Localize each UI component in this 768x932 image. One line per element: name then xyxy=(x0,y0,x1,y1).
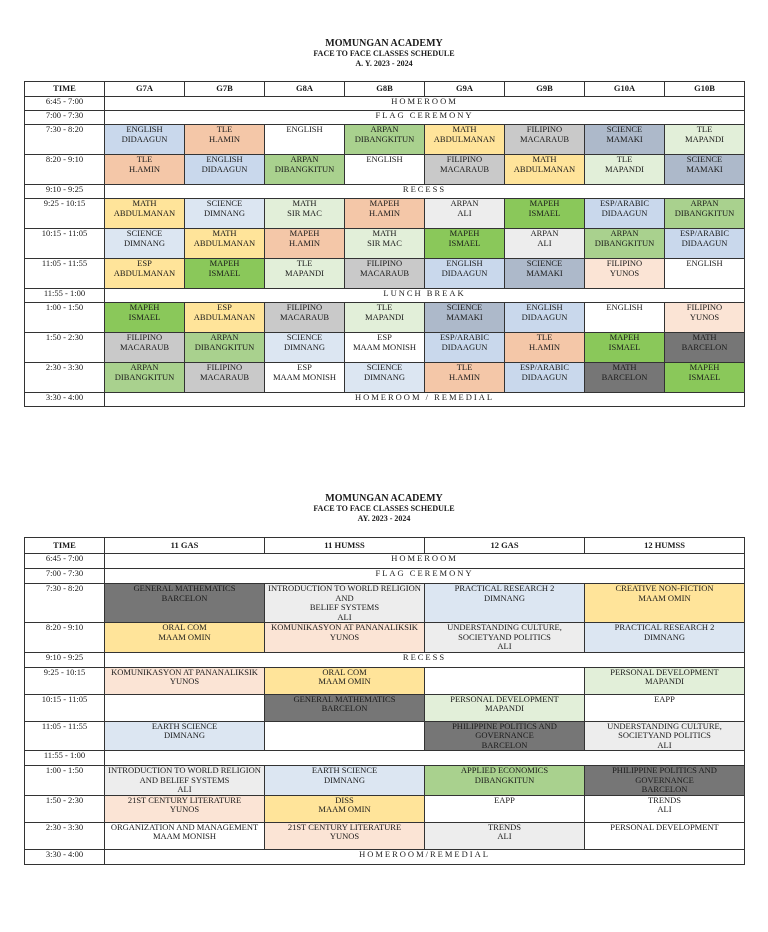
time-slot: 2:30 - 3:30 xyxy=(25,822,105,849)
class-cell: MATH BARCELON xyxy=(665,333,745,363)
class-cell: PERSONAL DEVELOPMENT xyxy=(585,822,745,849)
time-slot: 6:45 - 7:00 xyxy=(25,554,105,569)
class-cell: FILIPINO MACARAUB xyxy=(265,303,345,333)
schedule-row xyxy=(25,97,745,111)
class-cell: 21ST CENTURY LITERATURE YUNOS xyxy=(105,795,265,822)
class-cell: PHILIPPINE POLITICS AND GOVERNANCE BARCELON xyxy=(585,766,745,796)
class-cell: ORGANIZATION AND MANAGEMENT MAAM MONISH xyxy=(105,822,265,849)
class-cell xyxy=(105,694,265,721)
time-slot: 1:00 - 1:50 xyxy=(25,303,105,333)
schedule-row xyxy=(25,289,745,303)
class-cell: ARPAN DIBANGKITUN xyxy=(345,125,425,155)
time-slot: 8:20 - 9:10 xyxy=(25,155,105,185)
class-cell: MAPEH ISMAEL xyxy=(185,259,265,289)
schedule-row xyxy=(25,652,745,667)
class-cell: TLE H.AMIN xyxy=(185,125,265,155)
period-banner: HOMEROOM xyxy=(105,97,745,111)
schedule-row xyxy=(25,259,745,289)
class-cell xyxy=(425,667,585,694)
school-title: MOMUNGAN ACADEMY xyxy=(325,493,443,504)
schedule-row xyxy=(25,363,745,393)
class-cell: UNDERSTANDING CULTURE, SOCIETYAND POLITICS ALI xyxy=(585,721,745,751)
class-cell: KOMUNIKASYON AT PANANALIKSIK YUNOS xyxy=(265,623,425,653)
schedule-row xyxy=(25,849,745,864)
class-cell: ESP/ARABIC DIDAAGUN xyxy=(585,199,665,229)
class-cell: TLE MAPANDI xyxy=(665,125,745,155)
time-slot: 11:55 - 1:00 xyxy=(25,751,105,766)
time-slot: 9:10 - 9:25 xyxy=(25,652,105,667)
schedule-row xyxy=(25,721,745,751)
class-column-header: G8B xyxy=(345,82,425,97)
academic-year: A. Y. 2023 - 2024 xyxy=(355,59,413,68)
class-cell: GENERAL MATHEMATICS BARCELON xyxy=(105,584,265,623)
class-cell: ENGLISH DIDAAGUN xyxy=(105,125,185,155)
class-column-header: G8A xyxy=(265,82,345,97)
period-banner: HOMEROOM / REMEDIAL xyxy=(105,393,745,407)
class-cell: FILIPINO MACARAUB xyxy=(185,363,265,393)
schedule-row xyxy=(25,125,745,155)
schedule-row xyxy=(25,333,745,363)
class-cell: SCIENCE DIMNANG xyxy=(185,199,265,229)
class-cell: ARPAN DIBANGKITUN xyxy=(185,333,265,363)
time-slot: 7:30 - 8:20 xyxy=(25,125,105,155)
class-cell: MAPEH H.AMIN xyxy=(265,229,345,259)
class-cell: FILIPINO MACARAUB xyxy=(345,259,425,289)
class-cell: TLE MAPANDI xyxy=(585,155,665,185)
schedule-row xyxy=(25,199,745,229)
class-column-header: G10B xyxy=(665,82,745,97)
school-title: MOMUNGAN ACADEMY xyxy=(325,38,443,49)
class-column-header: 11 GAS xyxy=(105,538,265,554)
period-banner: FLAG CEREMONY xyxy=(105,569,745,584)
class-cell: ESP MAAM MONISH xyxy=(345,333,425,363)
class-cell: MATH ABDULMANAN xyxy=(505,155,585,185)
period-banner: RECESS xyxy=(105,185,745,199)
period-banner: FLAG CEREMONY xyxy=(105,111,745,125)
class-cell: TLE H.AMIN xyxy=(425,363,505,393)
class-cell: ARPAN ALI xyxy=(505,229,585,259)
schedule-row xyxy=(25,751,745,766)
time-slot: 7:00 - 7:30 xyxy=(25,111,105,125)
class-cell: ESP ABDULMANAN xyxy=(105,259,185,289)
schedule-subtitle: FACE TO FACE CLASSES SCHEDULE xyxy=(313,49,455,58)
class-column-header: G9B xyxy=(505,82,585,97)
class-cell: TLE H.AMIN xyxy=(105,155,185,185)
time-slot: 8:20 - 9:10 xyxy=(25,623,105,653)
time-slot: 3:30 - 4:00 xyxy=(25,849,105,864)
time-slot: 3:30 - 4:00 xyxy=(25,393,105,407)
class-cell: INTRODUCTION TO WORLD RELIGION AND BELIEF SYSTEMS ALI xyxy=(265,584,425,623)
class-cell: TLE MAPANDI xyxy=(345,303,425,333)
class-cell: UNDERSTANDING CULTURE, SOCIETYAND POLITICS ALI xyxy=(425,623,585,653)
class-cell: ENGLISH xyxy=(585,303,665,333)
period-banner: HOMEROOM xyxy=(105,554,745,569)
schedule1-table xyxy=(24,81,745,407)
time-slot: 2:30 - 3:30 xyxy=(25,363,105,393)
class-column-header: G10A xyxy=(585,82,665,97)
time-slot: 6:45 - 7:00 xyxy=(25,97,105,111)
header-row xyxy=(25,538,745,554)
time-slot: 1:50 - 2:30 xyxy=(25,333,105,363)
class-cell: ENGLISH DIDAAGUN xyxy=(185,155,265,185)
class-column-header: G9A xyxy=(425,82,505,97)
schedule-row xyxy=(25,667,745,694)
class-column-header: 11 HUMSS xyxy=(265,538,425,554)
class-cell: 21ST CENTURY LITERATURE YUNOS xyxy=(265,822,425,849)
period-banner: HOMEROOM/REMEDIAL xyxy=(105,849,745,864)
schedule2-table xyxy=(24,537,745,865)
schedule-row xyxy=(25,623,745,653)
schedule2-header xyxy=(0,494,768,524)
class-cell: FILIPINO YUNOS xyxy=(665,303,745,333)
class-cell xyxy=(265,721,425,751)
class-cell: MATH SIR MAC xyxy=(345,229,425,259)
class-cell: ENGLISH DIDAAGUN xyxy=(425,259,505,289)
schedule-row xyxy=(25,393,745,407)
class-cell: ARPAN DIBANGKITUN xyxy=(265,155,345,185)
class-cell: ENGLISH xyxy=(265,125,345,155)
class-cell: ENGLISH xyxy=(345,155,425,185)
class-column-header: G7B xyxy=(185,82,265,97)
schedule-row xyxy=(25,694,745,721)
class-cell: ORAL COM MAAM OMIN xyxy=(105,623,265,653)
class-cell: MATH SIR MAC xyxy=(265,199,345,229)
class-cell: ARPAN ALI xyxy=(425,199,505,229)
class-cell: SCIENCE DIMNANG xyxy=(345,363,425,393)
period-banner: LUNCH BREAK xyxy=(105,289,745,303)
class-cell: PRACTICAL RESEARCH 2 DIMNANG xyxy=(585,623,745,653)
class-cell: MATH ABDULMANAN xyxy=(105,199,185,229)
class-cell: GENERAL MATHEMATICS BARCELON xyxy=(265,694,425,721)
class-cell: MAPEH ISMAEL xyxy=(665,363,745,393)
time-slot: 1:00 - 1:50 xyxy=(25,766,105,796)
schedule-row xyxy=(25,185,745,199)
academic-year: AY. 2023 - 2024 xyxy=(357,514,411,523)
time-slot: 9:25 - 10:15 xyxy=(25,199,105,229)
time-slot: 11:55 - 1:00 xyxy=(25,289,105,303)
class-cell: ARPAN DIBANGKITUN xyxy=(665,199,745,229)
class-cell: FILIPINO YUNOS xyxy=(585,259,665,289)
class-cell: TRENDS ALI xyxy=(585,795,745,822)
time-slot: 10:15 - 11:05 xyxy=(25,229,105,259)
time-slot: 7:00 - 7:30 xyxy=(25,569,105,584)
time-slot: 1:50 - 2:30 xyxy=(25,795,105,822)
class-cell: TLE MAPANDI xyxy=(265,259,345,289)
class-cell: PHILIPPINE POLITICS AND GOVERNANCE BARCELON xyxy=(425,721,585,751)
class-cell: APPLIED ECONOMICS DIBANGKITUN xyxy=(425,766,585,796)
class-cell: ENGLISH DIDAAGUN xyxy=(505,303,585,333)
class-cell: PERSONAL DEVELOPMENT MAPANDI xyxy=(425,694,585,721)
class-cell: ESP/ARABIC DIDAAGUN xyxy=(425,333,505,363)
class-cell: DISS MAAM OMIN xyxy=(265,795,425,822)
time-column-header: TIME xyxy=(25,538,105,554)
class-cell: EARTH SCIENCE DIMNANG xyxy=(105,721,265,751)
class-cell: KOMUNIKASYON AT PANANALIKSIK YUNOS xyxy=(105,667,265,694)
schedule-row xyxy=(25,569,745,584)
class-cell: ARPAN DIBANGKITUN xyxy=(585,229,665,259)
class-cell: SCIENCE DIMNANG xyxy=(265,333,345,363)
class-cell: ESP MAAM MONISH xyxy=(265,363,345,393)
class-cell: MAPEH H.AMIN xyxy=(345,199,425,229)
schedule-row xyxy=(25,554,745,569)
schedule-row xyxy=(25,795,745,822)
time-slot: 11:05 - 11:55 xyxy=(25,721,105,751)
class-cell: EARTH SCIENCE DIMNANG xyxy=(265,766,425,796)
class-cell: MATH ABDULMANAN xyxy=(185,229,265,259)
class-cell: TLE H.AMIN xyxy=(505,333,585,363)
class-cell: FILIPINO MACARAUB xyxy=(425,155,505,185)
class-cell: SCIENCE MAMAKI xyxy=(505,259,585,289)
class-cell: ESP ABDULMANAN xyxy=(185,303,265,333)
schedule-row xyxy=(25,229,745,259)
schedule-row xyxy=(25,822,745,849)
class-cell: MATH BARCELON xyxy=(585,363,665,393)
schedule-row xyxy=(25,584,745,623)
period-banner: RECESS xyxy=(105,652,745,667)
class-column-header: G7A xyxy=(105,82,185,97)
class-cell: INTRODUCTION TO WORLD RELIGION AND BELIEF SYSTEMS ALI xyxy=(105,766,265,796)
class-cell: ESP/ARABIC DIDAAGUN xyxy=(505,363,585,393)
class-cell: PERSONAL DEVELOPMENT MAPANDI xyxy=(585,667,745,694)
class-cell: MAPEH ISMAEL xyxy=(585,333,665,363)
class-cell: SCIENCE DIMNANG xyxy=(105,229,185,259)
class-cell: ORAL COM MAAM OMIN xyxy=(265,667,425,694)
class-cell: TRENDS ALI xyxy=(425,822,585,849)
class-cell: MAPEH ISMAEL xyxy=(105,303,185,333)
schedule-row xyxy=(25,766,745,796)
time-slot: 11:05 - 11:55 xyxy=(25,259,105,289)
schedule-subtitle: FACE TO FACE CLASSES SCHEDULE xyxy=(313,504,455,513)
class-column-header: 12 GAS xyxy=(425,538,585,554)
schedule-row xyxy=(25,303,745,333)
class-column-header: 12 HUMSS xyxy=(585,538,745,554)
class-cell: CREATIVE NON-FICTION MAAM OMIN xyxy=(585,584,745,623)
class-cell: ESP/ARABIC DIDAAGUN xyxy=(665,229,745,259)
schedule-row xyxy=(25,111,745,125)
time-slot: 9:10 - 9:25 xyxy=(25,185,105,199)
class-cell: ARPAN DIBANGKITUN xyxy=(105,363,185,393)
class-cell: MAPEH ISMAEL xyxy=(425,229,505,259)
class-cell: FILIPINO MACARAUB xyxy=(505,125,585,155)
period-banner xyxy=(105,751,745,766)
schedule-row xyxy=(25,155,745,185)
class-cell: EAPP xyxy=(425,795,585,822)
time-slot: 10:15 - 11:05 xyxy=(25,694,105,721)
header-row xyxy=(25,82,745,97)
class-cell: EAPP xyxy=(585,694,745,721)
class-cell: SCIENCE MAMAKI xyxy=(425,303,505,333)
class-cell: SCIENCE MAMAKI xyxy=(665,155,745,185)
class-cell: MATH ABDULMANAN xyxy=(425,125,505,155)
class-cell: SCIENCE MAMAKI xyxy=(585,125,665,155)
time-slot: 7:30 - 8:20 xyxy=(25,584,105,623)
class-cell: FILIPINO MACARAUB xyxy=(105,333,185,363)
class-cell: ENGLISH xyxy=(665,259,745,289)
time-column-header: TIME xyxy=(25,82,105,97)
class-cell: PRACTICAL RESEARCH 2 DIMNANG xyxy=(425,584,585,623)
time-slot: 9:25 - 10:15 xyxy=(25,667,105,694)
schedule1-header xyxy=(0,39,768,69)
class-cell: MAPEH ISMAEL xyxy=(505,199,585,229)
